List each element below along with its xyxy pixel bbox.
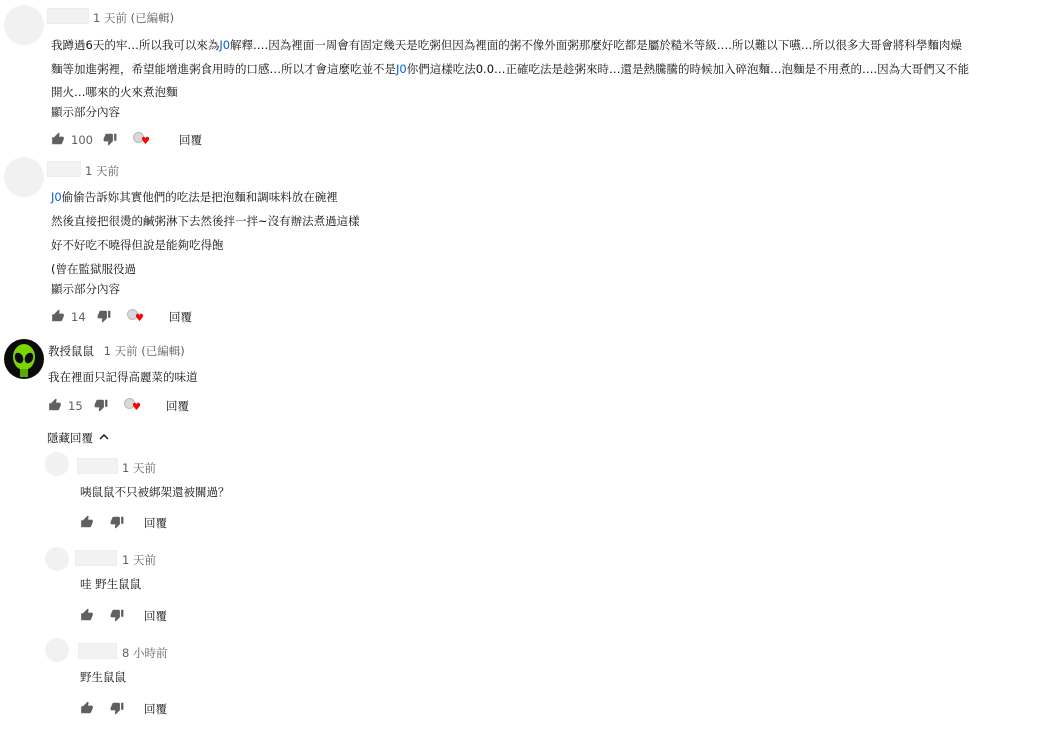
comment-text: [48, 365, 648, 389]
comment-line: 麵等加進粥裡，希望能增進粥食用時的口感…所以才會這麼吃並不是J0你們這樣吃法0.0…正確吃法是趁粥來時…還是熱騰騰的時候加入碎泡麵…泡麵是不用煮的….因為大哥們又不能: [51, 62, 970, 76]
comment-actions: [51, 131, 202, 149]
timestamp[interactable]: 1 天前: [122, 553, 156, 567]
comment-line: 好不好吃不曉得但說是能夠吃得飽: [51, 238, 224, 252]
timestamp[interactable]: 1 天前: [122, 461, 156, 475]
author-name-redacted[interactable]: [47, 8, 89, 24]
reply-button[interactable]: 回覆: [144, 516, 167, 530]
author-name-redacted[interactable]: [77, 458, 118, 474]
show-more-button[interactable]: 顯示部分內容: [51, 282, 120, 296]
creator-heart-icon: [124, 398, 142, 414]
creator-heart-icon: [127, 309, 145, 325]
comment-line: 哇 野生鼠鼠: [80, 577, 142, 591]
avatar[interactable]: [4, 5, 44, 45]
thumb-down-icon[interactable]: [110, 515, 126, 531]
thumb-down-icon[interactable]: [103, 132, 119, 148]
comment-meta: [93, 10, 174, 26]
hide-replies-label: 隱藏回覆: [47, 431, 93, 445]
hide-replies-button[interactable]: [47, 430, 109, 446]
chevron-up-icon: [99, 432, 109, 445]
comment-line: 然後直接把很燙的鹹粥淋下去然後拌一拌~沒有辦法煮過這樣: [51, 214, 360, 228]
comment-meta: [122, 645, 167, 661]
thumb-up-icon[interactable]: [51, 309, 67, 325]
author-name-redacted[interactable]: [47, 161, 81, 177]
comment-actions: [80, 607, 167, 625]
comment-line: (曾在監獄服役過: [51, 262, 136, 276]
thumb-up-icon[interactable]: [80, 515, 96, 531]
author-name[interactable]: 教授鼠鼠: [48, 344, 94, 358]
timestamp[interactable]: 1 天前: [93, 11, 127, 25]
comment-meta: [48, 343, 185, 359]
comment-line: 咦鼠鼠不只被綁架還被關過？: [80, 485, 230, 499]
thumb-down-icon[interactable]: [110, 608, 126, 624]
comment-line: 我在裡面只記得高麗菜的味道: [48, 370, 198, 384]
comment-actions: [80, 700, 167, 718]
comment-line: 開火…哪來的火來煮泡麵: [51, 85, 178, 99]
heart-icon: ♥: [135, 313, 144, 324]
comment-meta: [122, 552, 156, 568]
thumb-down-icon[interactable]: [94, 398, 110, 414]
reply-text: [80, 572, 680, 596]
thumb-down-icon[interactable]: [110, 701, 126, 717]
reply-button[interactable]: 回覆: [144, 609, 167, 623]
timestamp[interactable]: 8 小時前: [122, 646, 168, 660]
like-count: 100: [71, 133, 93, 147]
like-count: 15: [68, 399, 83, 413]
reply-button[interactable]: 回覆: [166, 399, 189, 413]
comment-line: J0偷偷告訴妳其實他們的吃法是把泡麵和調味料放在碗裡: [51, 190, 338, 204]
like-count: 14: [71, 310, 86, 324]
edited-label: (已編輯): [130, 11, 175, 25]
avatar[interactable]: [4, 157, 44, 197]
reply-button[interactable]: 回覆: [169, 310, 192, 324]
thumb-up-icon[interactable]: [80, 608, 96, 624]
comment-text: [51, 185, 751, 281]
reply-button[interactable]: 回覆: [179, 133, 202, 147]
author-name-redacted[interactable]: [75, 550, 117, 566]
heart-icon: ♥: [132, 402, 141, 413]
alien-avatar-icon[interactable]: [4, 339, 44, 379]
reply-button[interactable]: 回覆: [144, 702, 167, 716]
timestamp[interactable]: 1 天前: [85, 164, 119, 178]
thumb-up-icon[interactable]: [80, 701, 96, 717]
reply-text: [80, 480, 680, 504]
comment-line: 野生鼠鼠: [80, 670, 126, 684]
avatar[interactable]: [45, 452, 69, 476]
creator-heart-icon: [133, 132, 151, 148]
comment-actions: [48, 397, 189, 415]
heart-icon: ♥: [141, 136, 150, 147]
reply-text: [80, 665, 680, 689]
comment-meta: [122, 460, 156, 476]
avatar[interactable]: [45, 638, 69, 662]
comment-text: [51, 33, 1011, 103]
thumb-down-icon[interactable]: [97, 309, 113, 325]
avatar[interactable]: [45, 547, 69, 571]
comment-line: 我蹲過6天的牢…所以我可以來為J0解釋….因為裡面一周會有固定幾天是吃粥但因為裡面的粥不像外面粥那麼好吃都是屬於糙米等級….所以難以下嚥…所以很多大哥會將科學麵肉燥: [51, 38, 962, 52]
comment-actions: [51, 308, 192, 326]
author-name-redacted[interactable]: [78, 643, 117, 659]
comment-meta: [85, 163, 119, 179]
show-more-button[interactable]: 顯示部分內容: [51, 105, 120, 119]
timestamp[interactable]: 1 天前: [103, 344, 138, 358]
edited-label: (已編輯): [141, 344, 185, 358]
comment-actions: [80, 514, 167, 532]
thumb-up-icon[interactable]: [48, 398, 64, 414]
thumb-up-icon[interactable]: [51, 132, 67, 148]
